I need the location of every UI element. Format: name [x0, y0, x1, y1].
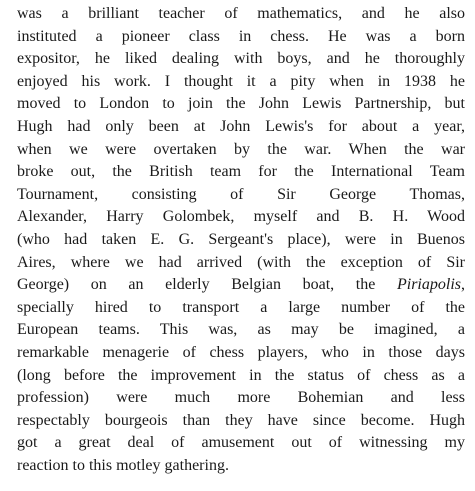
- text-line-13: [17, 274, 465, 297]
- text-line-1: was a brilliant teacher of mathematics, and he also: [17, 5, 465, 22]
- text-line-15: European teams. This was, as may be imagined, a: [17, 321, 465, 339]
- text-line-12: Aires, where we had arrived (with the exception of Sir: [17, 253, 465, 271]
- text-line-11: (who had taken E. G. Sergeant's place), were in Buenos: [17, 230, 465, 248]
- text-line-2: instituted a pioneer class in chess. He was a born: [17, 27, 465, 45]
- text-line-7: when we were overtaken by the war. When the war: [17, 140, 465, 158]
- text-line-6: Hugh had only been at John Lewis's for about a year,: [17, 117, 465, 135]
- ship-name: Piriapolis: [396, 276, 461, 294]
- text-line-18: profession) were much more Bohemian and less: [17, 389, 465, 407]
- text-line-14: specially hired to transport a large number of the: [17, 298, 465, 316]
- text-line-10: Alexander, Harry Golombek, myself and B. H. Wood: [17, 208, 465, 226]
- text-line-13-lead: George) on an elderly Belgian boat, the: [17, 276, 397, 294]
- ship-name-suffix: ,: [461, 276, 465, 294]
- text-line-16: remarkable menagerie of chess players, who in those days: [17, 343, 465, 361]
- text-line-3: expositor, he liked dealing with boys, and he thoroughly: [17, 50, 465, 68]
- text-line-9: Tournament, consisting of Sir George Thomas,: [17, 185, 465, 203]
- text-line-17: (long before the improvement in the status of chess as a: [17, 366, 465, 384]
- text-line-19: respectably bourgeois than they have since become. Hugh: [17, 411, 465, 429]
- document-page: [17, 3, 465, 477]
- text-line-20: got a great deal of amusement out of witnessing my: [17, 434, 465, 452]
- text-line-4: enjoyed his work. I thought it a pity when in 1938 he: [17, 72, 465, 90]
- text-line-5: moved to London to join the John Lewis Partnership, but: [17, 95, 465, 113]
- text-line-8: broke out, the British team for the International Team: [17, 163, 465, 181]
- text-line-21: reaction to this motley gathering.: [17, 456, 229, 474]
